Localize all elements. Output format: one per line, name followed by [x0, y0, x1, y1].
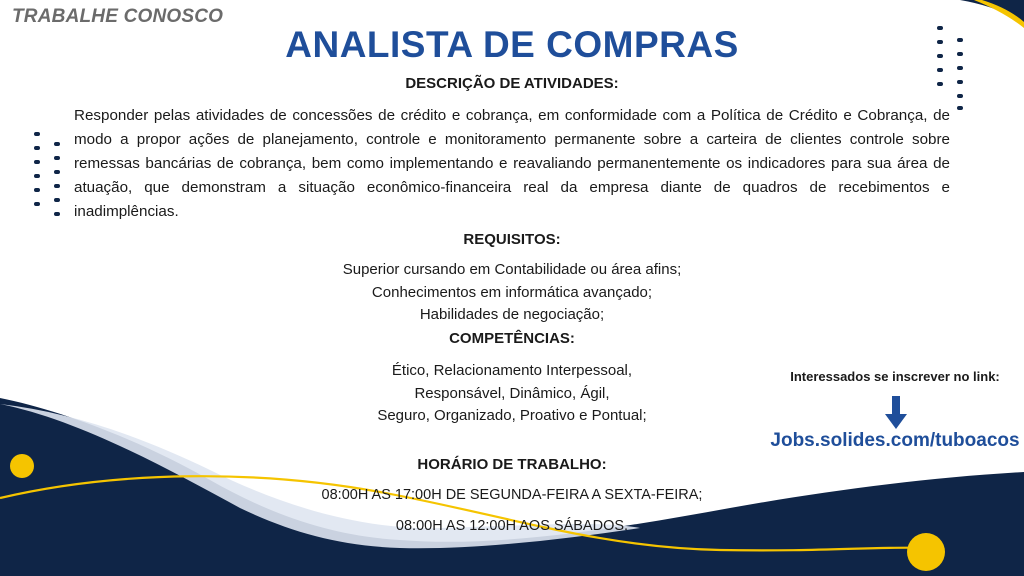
- dot-decoration: [957, 38, 963, 42]
- dot-decoration: [34, 174, 40, 178]
- dot-pattern-top-right: [935, 26, 969, 112]
- dot-decoration: [34, 132, 40, 136]
- schedule-weekdays: 08:00H AS 17:00H DE SEGUNDA-FEIRA A SEXTA-FEIRA;: [321, 487, 703, 503]
- description-text: Responder pelas atividades de concessões de crédito e cobrança, em conformidade com a Política de Crédito e Cobrança, de modo a propor ações de planejamento, controle e monitoramento permanente sobre a carteira de clientes controle sobre remessas bancárias de cobrança, bem como implementando e reavaliando permanentemente os indicadores para sua área de atuação, que demonstram a situação econômico-financeira real da empresa diante de quadros de recebimentos e inadimplências.: [74, 107, 950, 220]
- schedule-saturday: 08:00H AS 12:00H AOS SÁBADOS.: [395, 518, 629, 534]
- requirement-item: Habilidades de negociação;: [419, 306, 605, 323]
- dot-decoration: [937, 26, 943, 30]
- competency-item: Responsável, Dinâmico, Ágil,: [414, 384, 610, 402]
- dot-decoration: [34, 202, 40, 206]
- dot-decoration: [54, 212, 60, 216]
- dot-decoration: [54, 156, 60, 160]
- dot-decoration: [54, 184, 60, 188]
- arrow-down-icon: [883, 396, 909, 430]
- competency-item: Seguro, Organizado, Proativo e Pontual;: [377, 407, 647, 424]
- dot-decoration: [54, 198, 60, 202]
- job-title: ANALISTA DE COMPRAS: [285, 24, 739, 65]
- dot-decoration: [34, 146, 40, 150]
- description-heading: DESCRIÇÃO DE ATIVIDADES:: [405, 75, 619, 92]
- dot-decoration: [937, 68, 943, 72]
- dot-pattern-left: [32, 132, 68, 222]
- dot-decoration: [957, 80, 963, 84]
- dot-decoration: [937, 82, 943, 86]
- dot-decoration: [957, 52, 963, 56]
- cta-label: Interessados se inscrever no link:: [790, 369, 1000, 384]
- dot-decoration: [937, 54, 943, 58]
- dot-decoration: [54, 170, 60, 174]
- dot-decoration: [957, 66, 963, 70]
- dot-decoration: [34, 160, 40, 164]
- competency-item: Ético, Relacionamento Interpessoal,: [391, 362, 633, 379]
- requirement-item: Conhecimentos em informática avançado;: [371, 283, 653, 301]
- requirement-item: Superior cursando em Contabilidade ou área afins;: [342, 261, 682, 278]
- requirements-heading: REQUISITOS:: [463, 231, 561, 248]
- dot-decoration: [54, 142, 60, 146]
- requirements-list: [0, 259, 1024, 327]
- competencies-heading: COMPETÊNCIAS:: [449, 330, 575, 347]
- dot-decoration: [937, 40, 943, 44]
- schedule-heading: HORÁRIO DE TRABALHO:: [417, 456, 607, 473]
- signup-link[interactable]: Jobs.solides.com/tuboacos: [770, 430, 1020, 451]
- top-label: TRABALHE CONOSCO: [12, 6, 224, 27]
- dot-decoration: [957, 106, 963, 110]
- dot-decoration: [34, 188, 40, 192]
- dot-decoration: [957, 94, 963, 98]
